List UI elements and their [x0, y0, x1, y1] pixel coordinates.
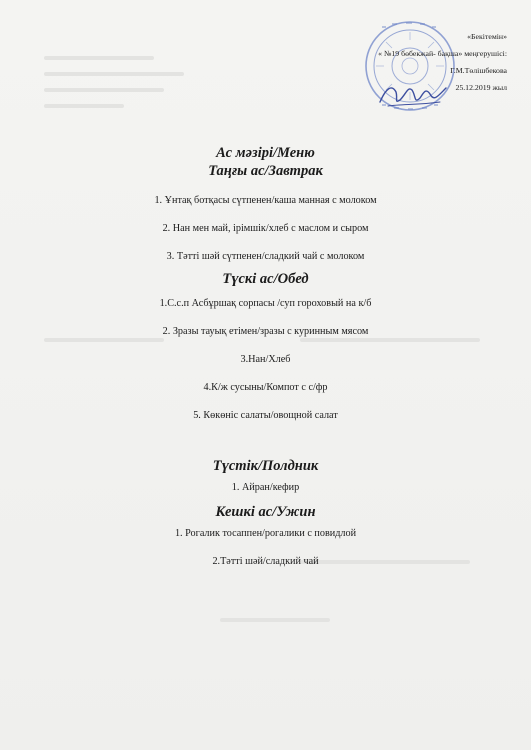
section-title-dinner: Кешкі ас/Ужин: [215, 504, 316, 520]
bleed-through-line: [44, 56, 154, 60]
approval-block: [257, 28, 507, 96]
menu-item: 2. Нан мен май, ірімшік/хлеб с маслом и сыром: [162, 223, 369, 234]
approval-position: « №19 бөбекжай- бақша» меңгерушісі:: [378, 49, 507, 58]
approval-date: 25.12.2019 жыл: [455, 83, 507, 92]
menu-item: 5. Көкөніс салаты/овощной салат: [193, 410, 338, 421]
menu-item: 2.Тәтті шәй/сладкий чай: [212, 556, 319, 567]
bleed-through-line: [44, 104, 124, 108]
menu-item: 1. Ұнтақ ботқасы сүтпенен/каша манная с молоком: [154, 195, 377, 206]
menu-item: 1.С.с.п Асбұршақ сорпасы /суп гороховый на к/б: [159, 298, 372, 309]
menu-content: [0, 144, 531, 569]
section-title-lunch: Түскі ас/Обед: [222, 271, 309, 287]
bleed-through-line: [44, 72, 184, 76]
approval-label: «Бекітемін»: [467, 32, 507, 41]
menu-item: 3. Тәтті шәй сүтпенен/сладкий чай с молоком: [166, 251, 365, 262]
menu-item: 2. Зразы тауық етімен/зразы с куринным мясом: [162, 326, 369, 337]
menu-item: 1. Рогалик тосаппен/рогалики с повидлой: [174, 528, 357, 539]
menu-item: 4.К/ж сусыны/Компот с с/фр: [203, 382, 328, 393]
approval-name: Г.М.Төлішбекова: [450, 66, 507, 75]
page-title: Ас мәзірі/Меню: [216, 145, 315, 161]
menu-item: 1. Айран/кефир: [231, 482, 300, 493]
bleed-through-line: [44, 88, 164, 92]
section-title-breakfast: Таңғы ас/Завтрак: [208, 163, 323, 179]
bleed-through-line: [220, 618, 330, 622]
section-title-snack: Түстік/Полдник: [212, 458, 319, 474]
menu-item: 3.Нан/Хлеб: [240, 354, 291, 365]
